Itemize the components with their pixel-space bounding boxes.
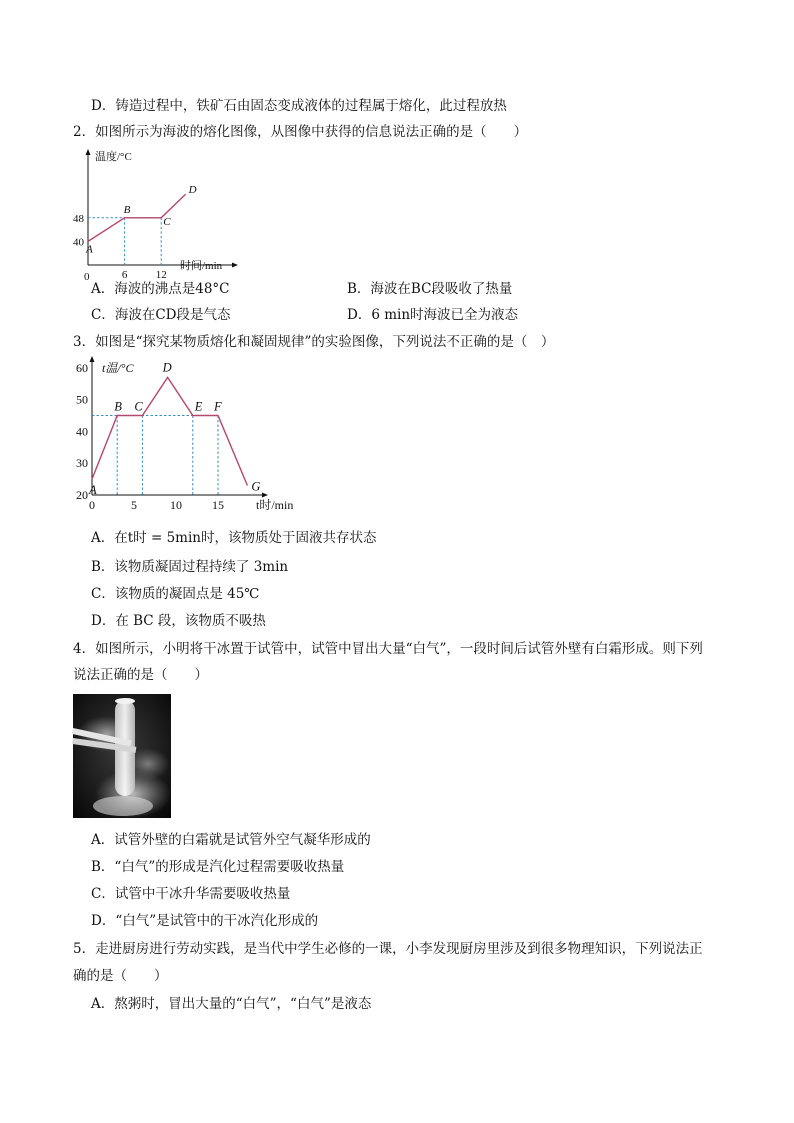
q4-option-a: A．试管外壁的白霜就是试管外空气凝华形成的	[91, 832, 371, 848]
q3-series-line	[92, 377, 247, 485]
dry-ice-test-tube-photo	[73, 694, 171, 818]
q3-chart	[68, 352, 298, 517]
q2-x-tick: 6	[121, 269, 128, 281]
q2-ylabel: 温度/°C	[95, 151, 132, 163]
q3-point-label: E	[194, 399, 203, 414]
q3-y-tick: 30	[76, 456, 88, 471]
q2-stem: 2．如图所示为海波的熔化图像，从图像中获得的信息说法正确的是（ ）	[73, 124, 528, 140]
q3-option-a: A．在t时 = 5min时，该物质处于固液共存状态	[91, 530, 377, 546]
q4-stem-line2: 说法正确的是（ ）	[73, 667, 208, 683]
q3-stem: 3．如图是“探究某物质熔化和凝固规律”的实验图像，下列说法不正确的是（ ）	[73, 334, 555, 350]
q2-point-label: B	[123, 203, 131, 216]
q3-x-tick: 5	[131, 498, 137, 512]
q2-xlabel: 时间/min	[180, 260, 223, 272]
q2-point-label: A	[86, 243, 93, 256]
q3-option-c: C．该物质的凝固点是 45℃	[91, 586, 260, 602]
q2-chart	[70, 143, 240, 283]
q3-y-tick: 50	[76, 392, 88, 407]
q3-x-tick: 0	[89, 498, 95, 512]
q3-y-tick: 40	[76, 424, 88, 439]
q4-option-c: C．试管中干冰升华需要吸收热量	[91, 886, 291, 902]
q5-stem-line1: 5．走进厨房进行劳动实践，是当代中学生必修的一课，小李发现厨房里涉及到很多物理知识，下列说法正	[73, 941, 703, 957]
q3-y-tick: 60	[76, 360, 88, 375]
q3-point-label: A	[89, 483, 97, 498]
q2-y-tick: 40	[73, 236, 84, 249]
q2-x-tick: 12	[155, 269, 167, 281]
q4-option-b: B．“白气”的形成是汽化过程需要吸收热量	[91, 859, 345, 875]
q2-point-label: D	[188, 184, 197, 197]
q3-point-label: F	[214, 399, 222, 414]
q4-option-d: D．“白气”是试管中的干冰汽化形成的	[91, 913, 319, 929]
q2-origin: 0	[84, 271, 90, 283]
q3-option-b: B．该物质凝固过程持续了 3min	[91, 559, 289, 575]
q5-option-a: A．熬粥时，冒出大量的“白气”，“白气”是液态	[91, 996, 372, 1012]
q3-point-label: B	[114, 399, 122, 414]
q2-y-tick: 48	[73, 212, 84, 225]
q3-point-label: D	[162, 360, 172, 375]
q1-option-d: D．铸造过程中，铁矿石由固态变成液体的过程属于熔化，此过程放热	[91, 98, 507, 114]
q5-stem-line2: 确的是（ ）	[73, 968, 168, 984]
q2-point-label: C	[163, 215, 171, 228]
q2-option-b: B．海波在BC段吸收了热量	[347, 281, 513, 297]
q3-option-d: D．在 BC 段，该物质不吸热	[91, 613, 266, 629]
q3-point-label: G	[251, 479, 261, 494]
q3-x-tick: 10	[170, 498, 182, 512]
q3-x-tick: 15	[212, 498, 224, 512]
q2-chart-axes	[86, 149, 239, 268]
q2-option-c: C．海波在CD段是气态	[91, 307, 231, 323]
q4-stem-line1: 4．如图所示，小明将干冰置于试管中，试管中冒出大量“白气”，一段时间后试管外壁有白霜形成。则下列	[73, 641, 703, 657]
q2-option-d: D．6 min时海波已全为液态	[347, 307, 519, 323]
q3-xlabel: t时/min	[256, 498, 294, 512]
q3-chart-axes	[90, 356, 269, 498]
q3-point-label: C	[134, 399, 143, 414]
q3-y-tick: 20	[76, 488, 88, 502]
q3-ylabel: t温/°C	[102, 361, 134, 375]
q2-option-a: A．海波的沸点是48°C	[91, 281, 230, 297]
